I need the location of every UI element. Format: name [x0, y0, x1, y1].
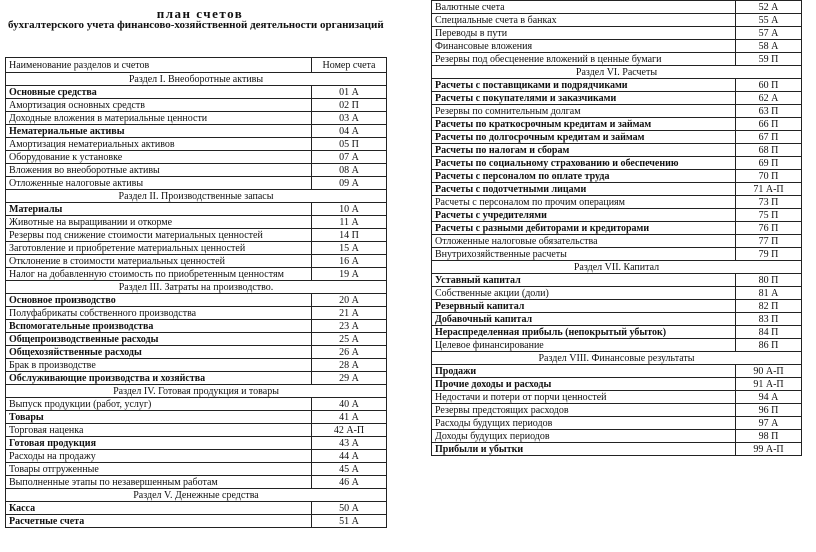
account-row: [6, 450, 387, 463]
account-row: [6, 398, 387, 411]
account-code: 70 П: [736, 170, 802, 183]
account-row: [6, 216, 387, 229]
account-name: Резервы под обесценение вложений в ценные бумаги: [432, 53, 736, 66]
account-name: Основное производство: [6, 294, 312, 307]
account-name: Выполненные этапы по незавершенным работам: [6, 476, 312, 489]
account-code: 91 А-П: [736, 378, 802, 391]
account-row: [432, 417, 802, 430]
account-row: [432, 196, 802, 209]
account-name: Готовая продукция: [6, 437, 312, 450]
account-row: [432, 27, 802, 40]
account-code: 76 П: [736, 222, 802, 235]
account-code: 77 П: [736, 235, 802, 248]
account-name: Отложенные налоговые активы: [6, 177, 312, 190]
account-name: Расчетные счета: [6, 515, 312, 528]
account-row: [432, 222, 802, 235]
account-code: 98 П: [736, 430, 802, 443]
account-row: [6, 164, 387, 177]
account-code: 23 А: [312, 320, 387, 333]
account-row: [6, 346, 387, 359]
account-row: [432, 144, 802, 157]
account-row: [432, 40, 802, 53]
account-row: [6, 515, 387, 528]
account-row: [6, 268, 387, 281]
account-name: Резервы по сомнительным долгам: [432, 105, 736, 118]
account-row: [6, 294, 387, 307]
account-code: 62 А: [736, 92, 802, 105]
account-code: 60 П: [736, 79, 802, 92]
account-code: 44 А: [312, 450, 387, 463]
account-name: Расчеты с разными дебиторами и кредиторами: [432, 222, 736, 235]
section-title: Раздел III. Затраты на производство.: [6, 281, 387, 294]
account-name: Налог на добавленную стоимость по приобретенным ценностям: [6, 268, 312, 281]
account-name: Расчеты с поставщиками и подрядчиками: [432, 79, 736, 92]
account-code: 46 А: [312, 476, 387, 489]
section-title: Раздел II. Производственные запасы: [6, 190, 387, 203]
account-row: [6, 372, 387, 385]
account-name: Расходы на продажу: [6, 450, 312, 463]
account-name: Расчеты с покупателями и заказчиками: [432, 92, 736, 105]
account-row: [6, 177, 387, 190]
account-name: Расчеты по налогам и сборам: [432, 144, 736, 157]
account-code: 51 А: [312, 515, 387, 528]
account-row: [6, 125, 387, 138]
account-name: Вложения во внеоборотные активы: [6, 164, 312, 177]
account-code: 55 А: [736, 14, 802, 27]
account-name: Собственные акции (доли): [432, 287, 736, 300]
account-code: 68 П: [736, 144, 802, 157]
account-code: 73 П: [736, 196, 802, 209]
section-title: Раздел VI. Расчеты: [432, 66, 802, 79]
account-code: 14 П: [312, 229, 387, 242]
header-name-cell: Наименование разделов и счетов: [6, 58, 312, 73]
account-name: Внутрихозяйственные расчеты: [432, 248, 736, 261]
account-row: [432, 157, 802, 170]
section-row: [432, 66, 802, 79]
account-name: Специальные счета в банках: [432, 14, 736, 27]
section-row: [432, 352, 802, 365]
account-row: [432, 14, 802, 27]
section-title: Раздел IV. Готовая продукция и товары: [6, 385, 387, 398]
account-code: 21 А: [312, 307, 387, 320]
account-code: 11 А: [312, 216, 387, 229]
account-row: [432, 274, 802, 287]
account-row: [432, 430, 802, 443]
section-row: [6, 281, 387, 294]
account-name: Расчеты по краткосрочным кредитам и займам: [432, 118, 736, 131]
accounts-table-right: [431, 0, 802, 456]
account-name: Заготовление и приобретение материальных ценностей: [6, 242, 312, 255]
account-code: 20 А: [312, 294, 387, 307]
account-row: [432, 287, 802, 300]
account-name: Отложенные налоговые обязательства: [432, 235, 736, 248]
account-code: 96 П: [736, 404, 802, 417]
account-row: [432, 339, 802, 352]
section-row: [432, 261, 802, 274]
account-name: Оборудование к установке: [6, 151, 312, 164]
account-name: Отклонение в стоимости материальных ценностей: [6, 255, 312, 268]
account-row: [6, 151, 387, 164]
account-row: [432, 443, 802, 456]
table-header-row: [6, 58, 387, 73]
account-row: [6, 242, 387, 255]
account-name: Товары отгруженные: [6, 463, 312, 476]
section-title: Раздел I. Внеоборотные активы: [6, 73, 387, 86]
account-name: Общехозяйственные расходы: [6, 346, 312, 359]
account-row: [6, 255, 387, 268]
account-code: 79 П: [736, 248, 802, 261]
account-name: Основные средства: [6, 86, 312, 99]
account-row: [6, 424, 387, 437]
account-code: 03 А: [312, 112, 387, 125]
account-code: 94 А: [736, 391, 802, 404]
section-row: [6, 489, 387, 502]
account-name: Резервный капитал: [432, 300, 736, 313]
section-title: Раздел VIII. Финансовые результаты: [432, 352, 802, 365]
account-name: Брак в производстве: [6, 359, 312, 372]
account-row: [432, 53, 802, 66]
account-name: Уставный капитал: [432, 274, 736, 287]
account-name: Расчеты с учредителями: [432, 209, 736, 222]
account-name: Полуфабрикаты собственного производства: [6, 307, 312, 320]
account-code: 42 А-П: [312, 424, 387, 437]
account-code: 09 А: [312, 177, 387, 190]
account-name: Целевое финансирование: [432, 339, 736, 352]
account-name: Расчеты с персоналом по оплате труда: [432, 170, 736, 183]
account-code: 82 П: [736, 300, 802, 313]
account-code: 29 А: [312, 372, 387, 385]
account-row: [432, 326, 802, 339]
header-code-cell: Номер счета: [312, 58, 387, 73]
section-title: Раздел VII. Капитал: [432, 261, 802, 274]
section-title: Раздел V. Денежные средства: [6, 489, 387, 502]
account-name: Переводы в пути: [432, 27, 736, 40]
account-name: Доходы будущих периодов: [432, 430, 736, 443]
account-code: 67 П: [736, 131, 802, 144]
account-row: [432, 209, 802, 222]
account-code: 40 А: [312, 398, 387, 411]
account-name: Обслуживающие производства и хозяйства: [6, 372, 312, 385]
account-name: Финансовые вложения: [432, 40, 736, 53]
account-row: [6, 86, 387, 99]
account-code: 08 А: [312, 164, 387, 177]
section-row: [6, 190, 387, 203]
account-code: 58 А: [736, 40, 802, 53]
account-code: 43 А: [312, 437, 387, 450]
account-row: [6, 320, 387, 333]
account-code: 75 П: [736, 209, 802, 222]
account-row: [6, 99, 387, 112]
account-code: 63 П: [736, 105, 802, 118]
account-code: 99 А-П: [736, 443, 802, 456]
account-row: [432, 92, 802, 105]
account-code: 04 А: [312, 125, 387, 138]
account-row: [6, 229, 387, 242]
account-code: 41 А: [312, 411, 387, 424]
account-name: Товары: [6, 411, 312, 424]
account-code: 83 П: [736, 313, 802, 326]
account-name: Вспомогательные производства: [6, 320, 312, 333]
account-row: [432, 248, 802, 261]
account-row: [432, 170, 802, 183]
account-code: 69 П: [736, 157, 802, 170]
account-row: [432, 105, 802, 118]
page-subtitle: бухгалтерского учета финансово-хозяйственной деятельности организаций: [8, 19, 384, 31]
account-name: Расчеты с персоналом по прочим операциям: [432, 196, 736, 209]
account-code: 71 А-П: [736, 183, 802, 196]
account-code: 81 А: [736, 287, 802, 300]
account-name: Прибыли и убытки: [432, 443, 736, 456]
account-name: Доходные вложения в материальные ценности: [6, 112, 312, 125]
account-name: Амортизация нематериальных активов: [6, 138, 312, 151]
account-code: 52 А: [736, 1, 802, 14]
account-row: [6, 476, 387, 489]
page-title: план счетов: [156, 6, 244, 21]
account-row: [6, 437, 387, 450]
account-row: [432, 378, 802, 391]
account-name: Резервы предстоящих расходов: [432, 404, 736, 417]
account-row: [6, 307, 387, 320]
account-name: Материалы: [6, 203, 312, 216]
account-row: [432, 235, 802, 248]
account-code: 01 А: [312, 86, 387, 99]
account-row: [6, 411, 387, 424]
account-code: 90 А-П: [736, 365, 802, 378]
account-row: [432, 365, 802, 378]
account-code: 80 П: [736, 274, 802, 287]
account-row: [432, 313, 802, 326]
account-code: 66 П: [736, 118, 802, 131]
account-code: 02 П: [312, 99, 387, 112]
account-name: Торговая наценка: [6, 424, 312, 437]
account-code: 28 А: [312, 359, 387, 372]
account-code: 97 А: [736, 417, 802, 430]
account-name: Добавочный капитал: [432, 313, 736, 326]
account-name: Общепроизводственные расходы: [6, 333, 312, 346]
account-row: [432, 79, 802, 92]
section-row: [6, 385, 387, 398]
account-name: Расчеты по долгосрочным кредитам и займам: [432, 131, 736, 144]
account-code: 25 А: [312, 333, 387, 346]
account-name: Нераспределенная прибыль (непокрытый убыток): [432, 326, 736, 339]
account-name: Животные на выращивании и откорме: [6, 216, 312, 229]
account-name: Резервы под снижение стоимости материальных ценностей: [6, 229, 312, 242]
account-name: Выпуск продукции (работ, услуг): [6, 398, 312, 411]
account-code: 16 А: [312, 255, 387, 268]
account-name: Прочие доходы и расходы: [432, 378, 736, 391]
account-code: 15 А: [312, 242, 387, 255]
section-row: [6, 73, 387, 86]
account-name: Расчеты по социальному страхованию и обеспечению: [432, 157, 736, 170]
account-row: [432, 118, 802, 131]
account-row: [432, 404, 802, 417]
account-name: Нематериальные активы: [6, 125, 312, 138]
account-code: 59 П: [736, 53, 802, 66]
account-name: Расходы будущих периодов: [432, 417, 736, 430]
account-row: [6, 463, 387, 476]
account-code: 05 П: [312, 138, 387, 151]
account-row: [6, 333, 387, 346]
account-row: [6, 112, 387, 125]
account-row: [6, 203, 387, 216]
account-row: [432, 1, 802, 14]
account-code: 10 А: [312, 203, 387, 216]
account-row: [432, 300, 802, 313]
account-name: Касса: [6, 502, 312, 515]
account-row: [6, 138, 387, 151]
account-name: Валютные счета: [432, 1, 736, 14]
account-name: Расчеты с подотчетными лицами: [432, 183, 736, 196]
account-code: 07 А: [312, 151, 387, 164]
account-code: 50 А: [312, 502, 387, 515]
account-row: [6, 502, 387, 515]
account-code: 57 А: [736, 27, 802, 40]
accounts-table-left: [5, 57, 387, 528]
account-name: Амортизация основных средств: [6, 99, 312, 112]
account-row: [432, 391, 802, 404]
account-row: [432, 183, 802, 196]
account-code: 84 П: [736, 326, 802, 339]
account-row: [432, 131, 802, 144]
account-name: Недостачи и потери от порчи ценностей: [432, 391, 736, 404]
account-code: 26 А: [312, 346, 387, 359]
account-name: Продажи: [432, 365, 736, 378]
account-row: [6, 359, 387, 372]
account-code: 86 П: [736, 339, 802, 352]
account-code: 19 А: [312, 268, 387, 281]
account-code: 45 А: [312, 463, 387, 476]
